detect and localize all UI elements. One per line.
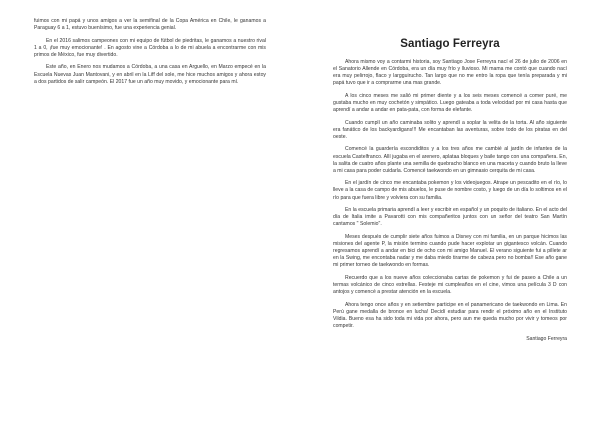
left-paragraph-1: fuimos con mi papá y unos amigos a ver la semifinal de la Copa América en Chile, le ganamos a Paraguay 6 a 1, estuvo buenísimo, fue una experiencia genial. — [34, 18, 266, 32]
right-paragraph-1: Ahora mismo voy a contarmi historia, soy Santiago Jose Ferreyra nací el 26 de julio de 2006 en el Sanatorio Allende en Córdoba, era un día muy frío y lluvioso. Mi mama me contó que cuando nací era muy pelirrojo, flaco y largguirucho. Tan largo que no me entro la ropa que tenía preparada y mi papá tuvo que ir a comprarme una mas grande. — [333, 59, 567, 87]
right-paragraph-7: Meses después de cumplir siete años fuimos a Disney con mi familia, en un parque hicimos las misiones del agente P, la misión termino cuando pude hacer explotar un gigantesco volcán. Cuando regresamos aprendí a andar en bici de ocho con mi amigo Manuel. El verano siguiente fui a pillete ar en la Swing, me encontaba nadar y me daba miedo tirarme de cabeza pero no bomba!! Ese año gane mi primer torneo de taekwondo en formas. — [333, 233, 567, 269]
right-paragraph-9: Ahora tengo once años y en setiembre participe en el panamericano de taekwondo en Lima. En Perú gane medalla de bronce en lucha! Decidí estudiar para rendir el próximo año en el Instituto Vildia. Bueno esa ha sido toda mi vida por ahora, pero aun me queda mucho por vivir y tomeos por competir. — [333, 301, 567, 329]
page-title: Santiago Ferreyra — [400, 38, 500, 50]
right-paragraph-4: Comencé la guardería escondiditos y a los tres años me cambié al jardín de infantes de la escuela Castelfranco. Allí jugaba en el arenero, aplataa bloques y baile tango con una compañera. En, la salita de cuatro años plante una semilla de quebracho blanco en una maceta y cuando bruto la lleve a mi casa para poder cuidarla. Comencé taekwondo en un gimnasio cerquita de mi casa. — [333, 146, 567, 174]
right-paragraph-2: A los cinco meses me salió mi primer diente y a los seis meses comencé a comer puré, me gustaba mucho en muy cochetón y simpático. Luego gateaba a toda velocidad por mi casa hasta que aprendí a andar a andar en pata-pata, con forma de elefante. — [333, 92, 567, 114]
right-page — [300, 0, 600, 424]
right-paragraph-6: En la escuela primaria aprendí a leer y escribir en español y un poquito de italiano. En el acto del día de Italia imite a Pavarotti con mis compañeritos juntos con un señor del teatro San Martín cantamos " Solemio". — [333, 207, 567, 228]
left-paragraph-2: En el 2016 salimos campeones con mi equipo de fútbol de piedritas, le ganamos a nuestro rival 1 a 0, ¡fue muy emocionante! . En agosto vine a Córdoba a lo de mi abuela a encontrarme con mis primos de México, fue muy divertido. — [34, 37, 266, 58]
left-paragraph-3: Este año, en Enero nos mudamos a Córdoba, a una casa en Arguello, en Marzo empecé en la Escuela Nuevas Juan Mantovani, y en abril en la Liff del sole, me hice muchos amigos y ahora estoy a dos partidos de salir campeón. El 2017 fue un año muy movido, y emocionante para mí. — [34, 64, 266, 85]
right-paragraph-5: En el jardín de cinco me encantaba pokemon y los videojuegos. Atrape un pescadito en el río, lo lleve a la casa de campo de mis abuelos, le puse de nombre costo, y luego de un día lo soltimos en el río para que fuera libre y volviera con su familia. — [333, 180, 567, 201]
signature: Santiago Ferreyra — [526, 335, 567, 342]
right-paragraph-8: Recuerdo que a los nueve años coleccionaba cartas de pokemon y fui de paseo a Chile a un termas volcánico de cinco estrellas. Festeje mi cumpleaños en el cine, vimos una película 3 D con antojos y comencé a prestar atención en la escuela. — [333, 274, 567, 296]
right-paragraph-3: Cuando cumplí un año caminaba solito y aprendí a soplar la velita de la torta. Al año siguiente era fanático de los backyardigans!!! Me encantaban las aventuras, sobre todo de los piratas en del oeste. — [333, 119, 567, 140]
